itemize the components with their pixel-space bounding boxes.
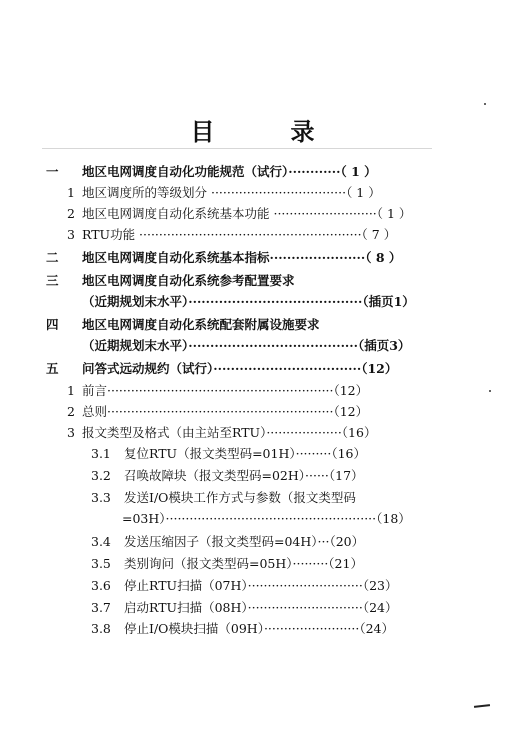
toc-number: 五 (46, 361, 59, 376)
margin-dash-mark (474, 704, 490, 708)
toc-entry: 类别询问（报文类型码=05H）·········（21） (124, 556, 363, 571)
page-title: 目 录 (190, 117, 341, 146)
toc-entry: 启动RTU扫描（08H）·····························（24） (124, 600, 398, 615)
toc-entry: 地区电网调度自动化系统基本功能 ··························（ 1 ） (82, 206, 412, 221)
toc-number: 3.3 (91, 490, 111, 505)
toc-number: 3 (67, 425, 75, 440)
toc-entry: 地区调度所的等级划分 ··································（ 1 ） (82, 185, 381, 200)
toc-entry: 总则·························································（12） (82, 404, 369, 419)
toc-number: 2 (67, 404, 75, 419)
toc-entry: 问答式远动规约（试行）··································（12） (82, 361, 398, 376)
toc-entry: 报文类型及格式（由主站至RTU）···················（16） (82, 425, 377, 440)
toc-entry: 发送I/O模块工作方式与参数（报文类型码 (124, 490, 356, 505)
toc-entry: =03H）·····················································（18） (122, 511, 411, 526)
toc-entry: 复位RTU（报文类型码=01H）·········（16） (124, 446, 367, 461)
scan-speck (484, 103, 486, 105)
toc-entry: （近期规划末水平）········································（插页1） (82, 294, 415, 309)
toc-entry: 地区电网调度自动化系统配套附属设施要求 (82, 317, 320, 332)
toc-number: 2 (67, 206, 75, 221)
toc-number: 3.4 (91, 534, 111, 549)
toc-entry: RTU功能 ························································（ 7 ） (82, 227, 397, 242)
toc-number: 3.1 (91, 446, 111, 461)
toc-entry: 前言·························································（12） (82, 383, 369, 398)
toc-number: 3.7 (91, 600, 111, 615)
toc-number: 四 (46, 317, 59, 332)
toc-number: 三 (46, 273, 59, 288)
toc-entry: 停止I/O模块扫描（09H）························（24） (124, 621, 394, 636)
toc-entry: 发送压缩因子（报文类型码=04H）···（20） (124, 534, 365, 549)
toc-entry: 地区电网调度自动化功能规范（试行）············（ 1 ） (82, 164, 377, 179)
toc-number: 3.2 (91, 468, 111, 483)
toc-number: 二 (46, 250, 59, 265)
toc-number: 一 (46, 164, 59, 179)
toc-number: 3.8 (91, 621, 111, 636)
toc-number: 1 (67, 383, 75, 398)
toc-entry: 召唤故障块（报文类型码=02H）······（17） (124, 468, 364, 483)
toc-number: 3.5 (91, 556, 111, 571)
scan-speck (489, 390, 491, 392)
toc-entry: 停止RTU扫描（07H）·····························（23） (124, 578, 398, 593)
toc-entry: 地区电网调度自动化系统参考配置要求 (82, 273, 295, 288)
toc-number: 3 (67, 227, 75, 242)
title-divider (42, 148, 432, 149)
toc-entry: 地区电网调度自动化系统基本指标······················（ 8 ） (82, 250, 402, 265)
toc-number: 3.6 (91, 578, 111, 593)
toc-entry: （近期规划末水平）·······································（插页3） (82, 338, 411, 353)
toc-number: 1 (67, 185, 75, 200)
